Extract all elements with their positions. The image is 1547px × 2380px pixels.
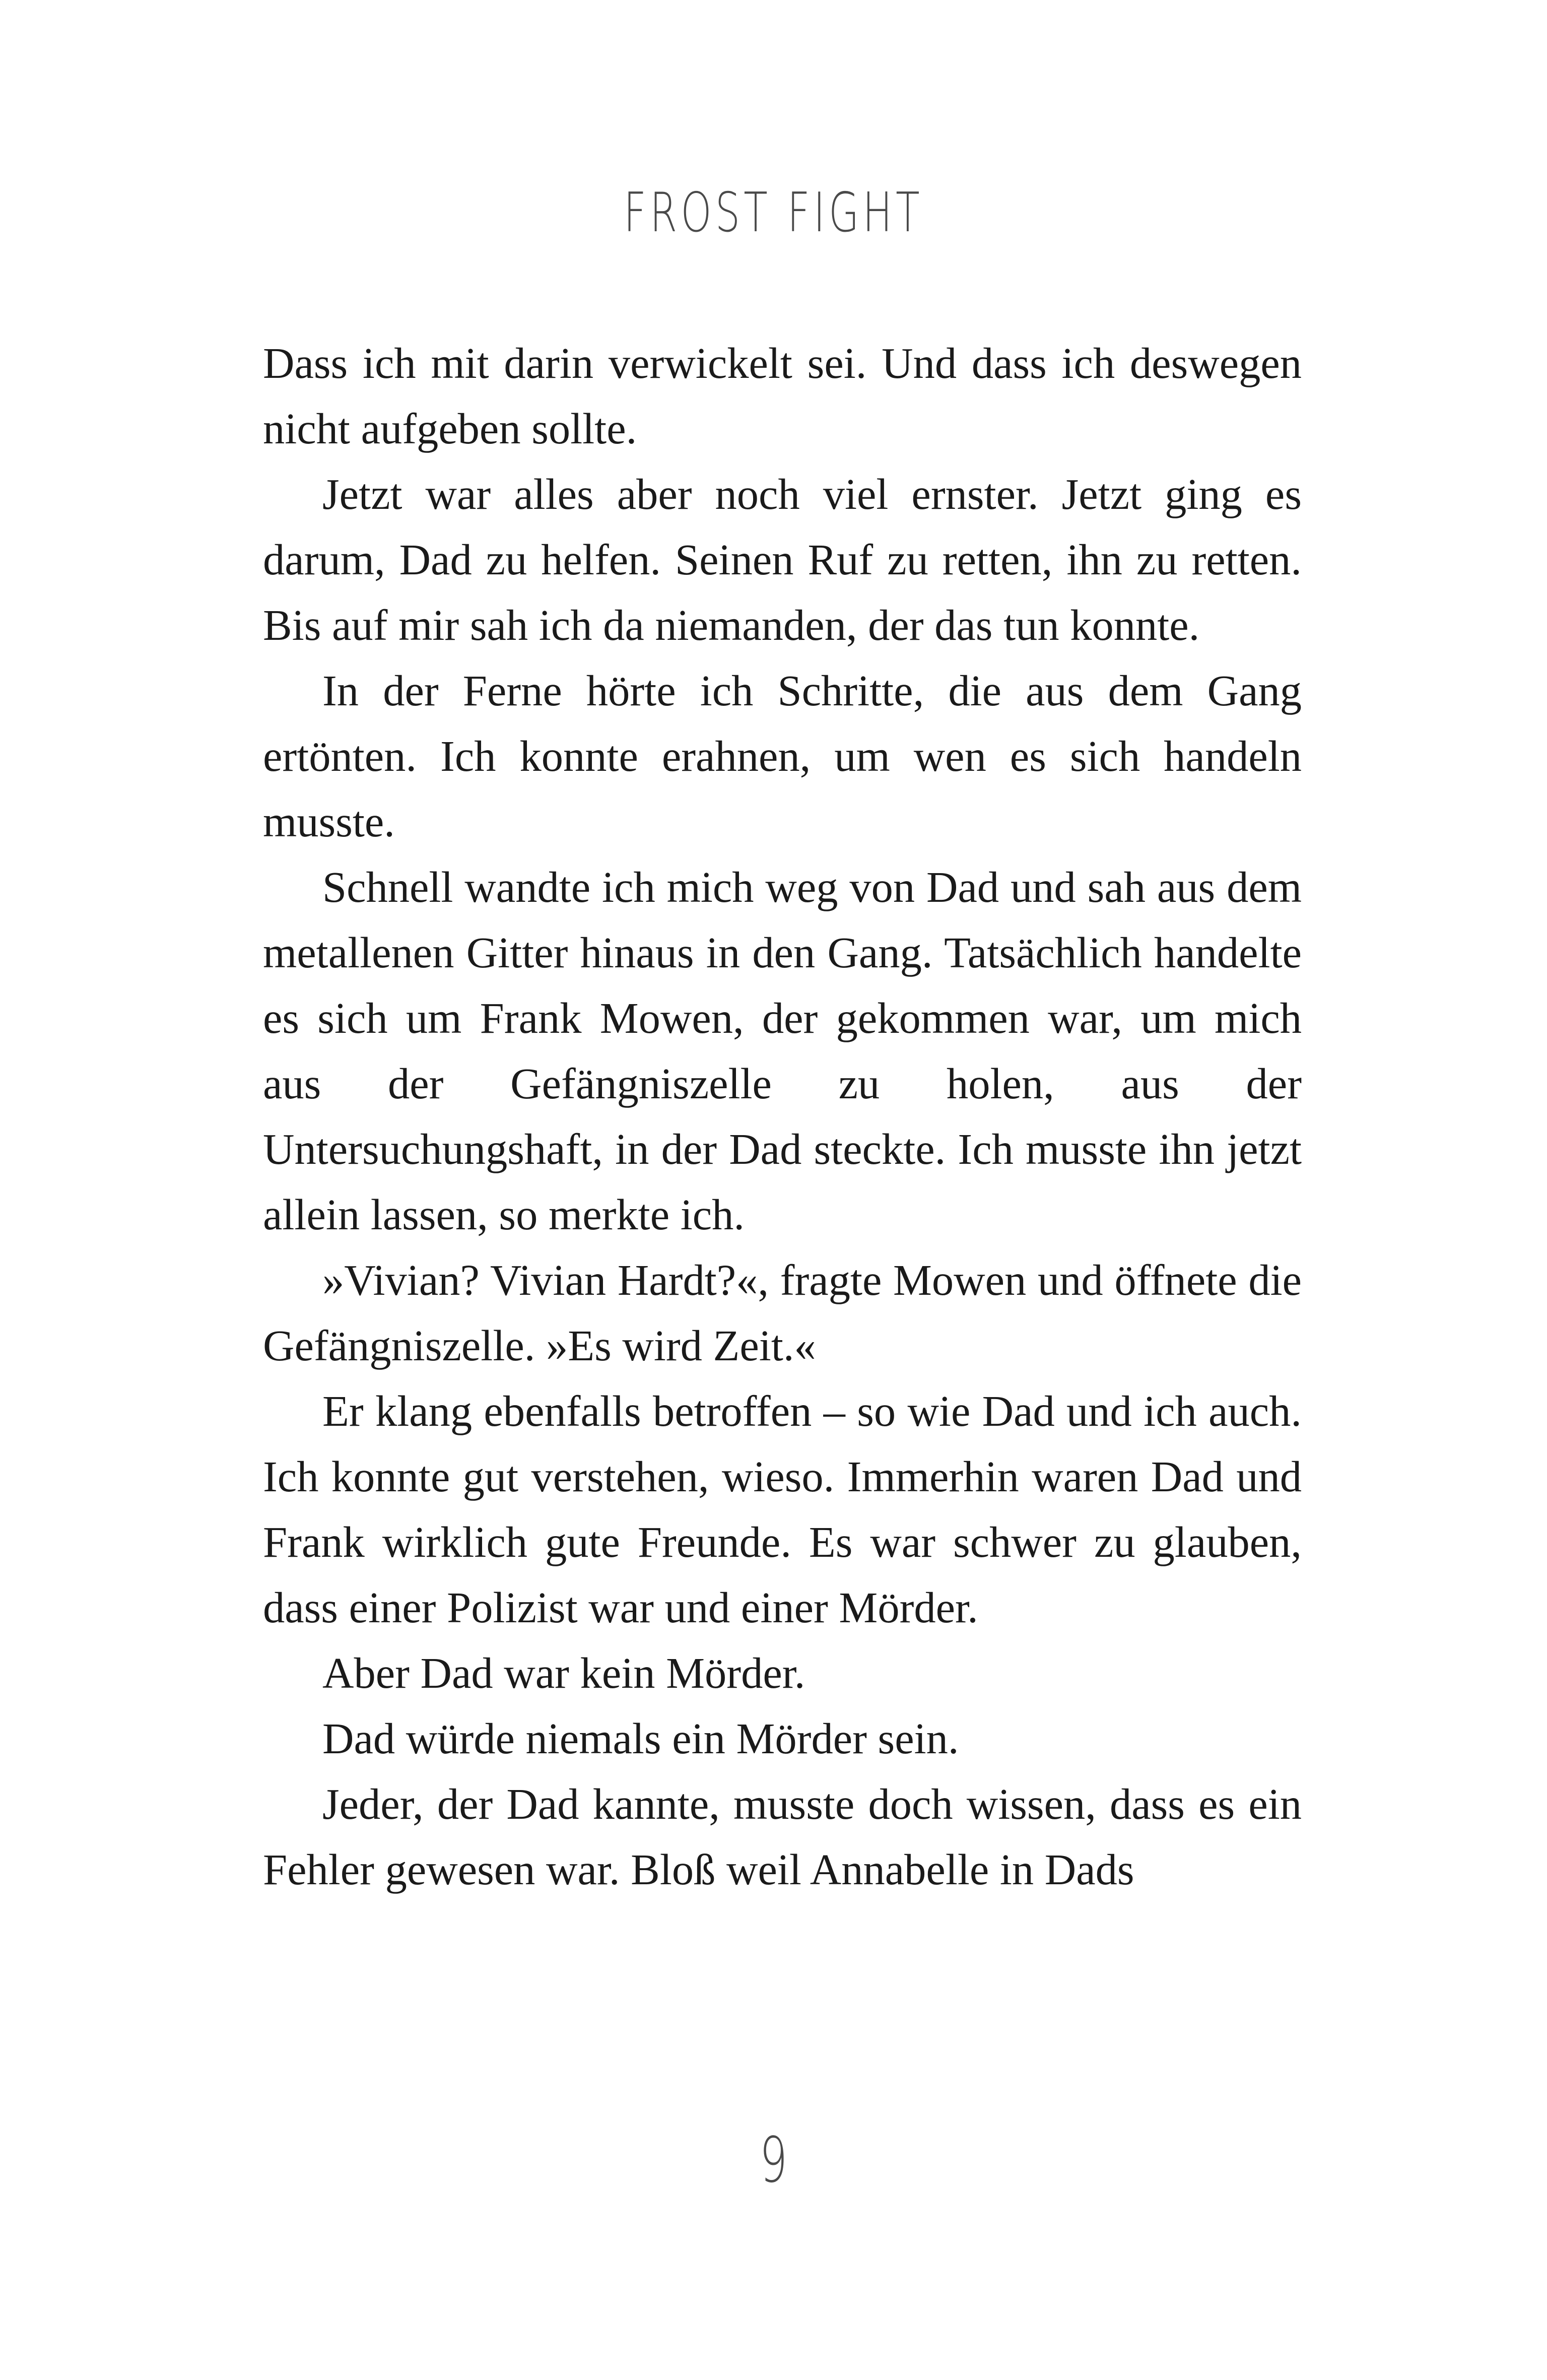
paragraph: Aber Dad war kein Mörder.	[322, 1649, 805, 1697]
paragraph: Schnell wandte ich mich weg von Dad und sah aus dem metallenen Gitter hinaus in den Gang. Tatsächlich handelte es sich um Frank Mowen, der gekommen war, um mich aus der Gefängniszelle zu holen, aus der Untersuchungshaft, in der Dad steckte. Ich musste ihn jetzt allein lassen, so merkte ich.	[263, 863, 1302, 1239]
paragraph-last: Jeder, der Dad kannte, musste doch wissen, dass es ein Fehler gewesen war. Bloß weil Annabelle in Dads	[263, 1780, 1302, 1894]
paragraph: Er klang ebenfalls betroffen – so wie Dad und ich auch. Ich konnte gut verstehen, wieso. Immerhin waren Dad und Frank wirklich gute Freunde. Es war schwer zu glauben, dass einer Polizist war und einer Mörder.	[263, 1387, 1302, 1632]
paragraph: Dad würde niemals ein Mörder sein.	[322, 1714, 959, 1763]
page-number: 9	[759, 2124, 788, 2197]
paragraph: »Vivian? Vivian Hardt?«, fragte Mowen und öffnete die Gefängniszelle. »Es wird Zeit.«	[263, 1256, 1302, 1370]
body-text	[263, 330, 1302, 1902]
paragraph: Jetzt war alles aber noch viel ernster. Jetzt ging es darum, Dad zu helfen. Seinen Ruf zu retten, ihn zu retten. Bis auf mir sah ich da niemanden, der das tun konnte.	[263, 470, 1302, 649]
running-header-title: FROST FIGHT	[624, 181, 923, 244]
paragraph: In der Ferne hörte ich Schritte, die aus dem Gang ertönten. Ich konnte erahnen, um wen es sich handeln musste.	[263, 667, 1302, 846]
paragraph-continued: Dass ich mit darin verwickelt sei. Und dass ich deswegen nicht aufgeben sollte.	[263, 339, 1302, 453]
